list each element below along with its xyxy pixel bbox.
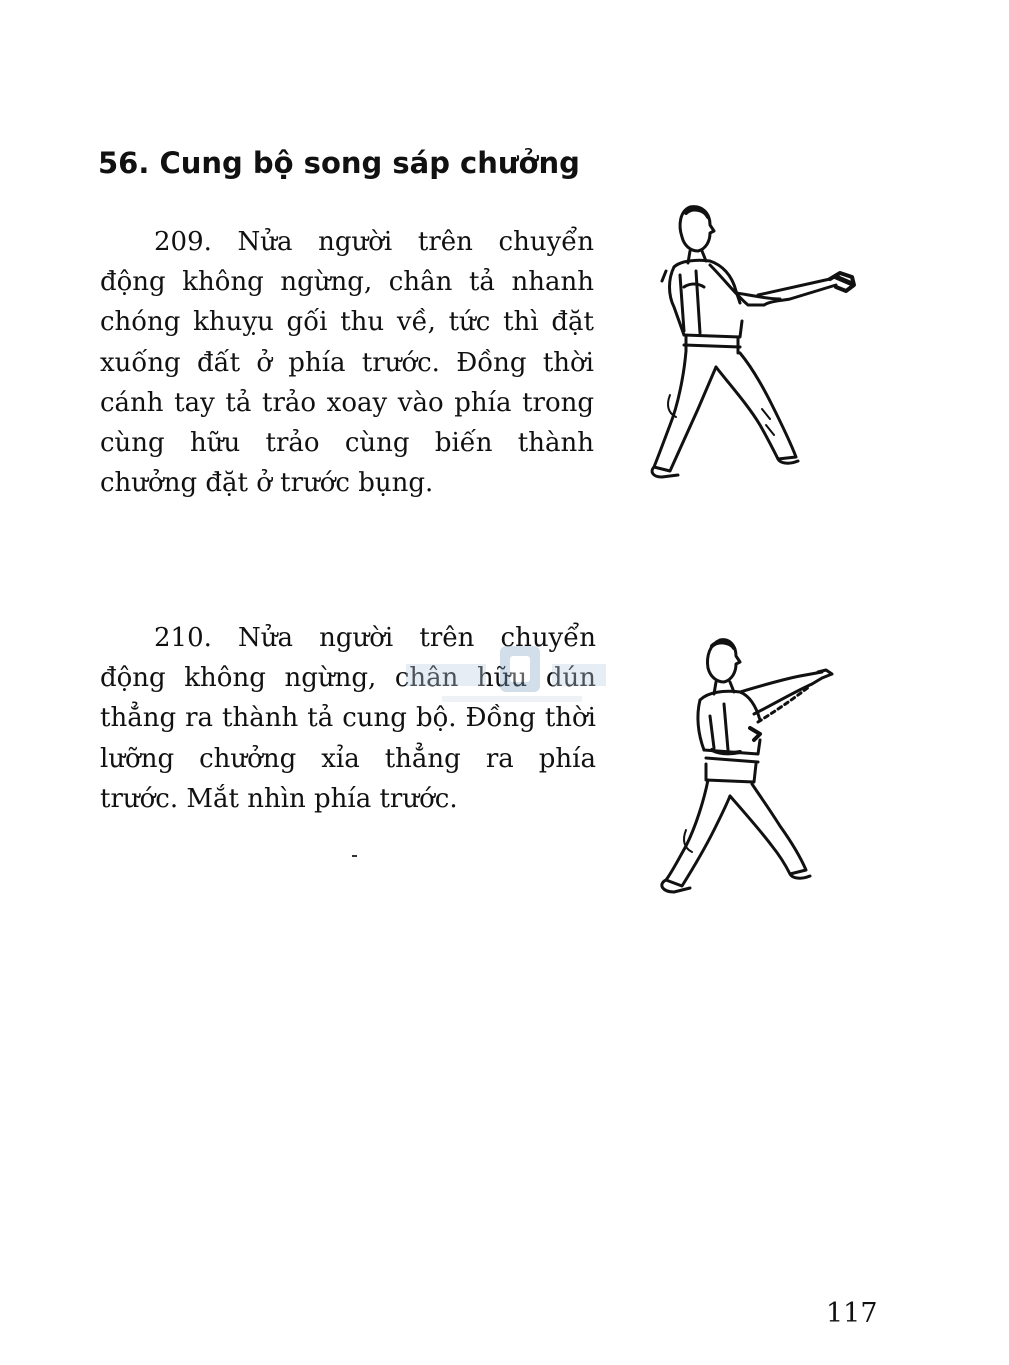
step-209-text: 209. Nửa người trên chuyển động không ngừng, chân tả nhanh chóng khuỵu gối thu về, tức thì đặt xuống đất ở phía trước. Đồng thời cánh tay tả trảo xoay vào phía trong cùng hữu trảo cùng biến thành chưởng đặt ở trước bụng. [100, 227, 594, 499]
watermark-logo [402, 640, 612, 710]
step-210-text: 210. Nửa người trên chuyển động không ngừng, chân hữu dún thẳng ra thành tả cung bộ. Đồng thời lưỡng chưởng xỉa thẳng ra phía trước. Mắt nhìn phía trước. [100, 623, 596, 814]
page-number: 117 [826, 1298, 878, 1329]
section-title: 56. Cung bộ song sáp chưởng [98, 146, 580, 180]
figure-step-210 [650, 630, 850, 900]
print-speck [352, 855, 357, 857]
figure-step-209 [640, 195, 870, 485]
